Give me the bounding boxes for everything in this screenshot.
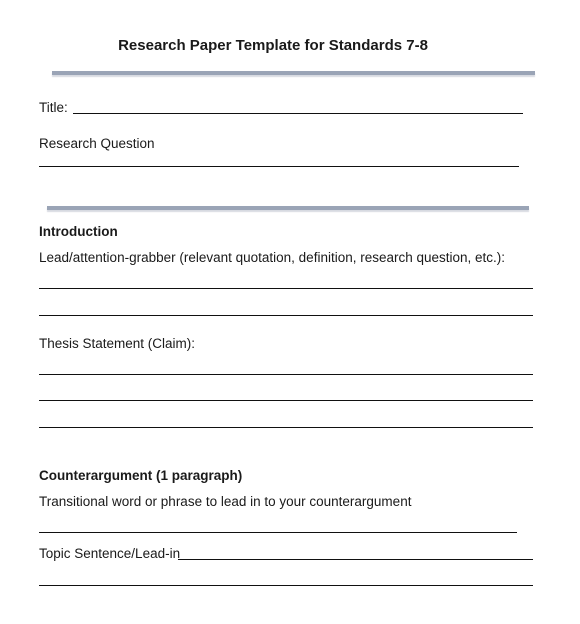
counterargument-heading: Counterargument (1 paragraph) [39, 468, 243, 483]
page-title: Research Paper Template for Standards 7-8 [118, 37, 428, 54]
research-question-line[interactable] [39, 166, 519, 167]
section-divider [47, 206, 529, 210]
research-question-label: Research Question [39, 136, 155, 151]
lead-label: Lead/attention-grabber (relevant quotation, definition, research question, etc.): [39, 250, 506, 265]
topic-sentence-input-line[interactable] [178, 559, 533, 560]
topic-sentence-label: Topic Sentence/Lead-in [39, 546, 181, 561]
introduction-heading: Introduction [39, 224, 118, 239]
title-input-line[interactable] [73, 113, 523, 114]
title-label: Title: [39, 100, 68, 115]
thesis-line-2[interactable] [39, 400, 533, 401]
transition-label: Transitional word or phrase to lead in to your counterargument [39, 494, 412, 509]
thesis-label: Thesis Statement (Claim): [39, 336, 196, 351]
thesis-line-3[interactable] [39, 427, 533, 428]
lead-line-1[interactable] [39, 288, 533, 289]
thesis-line-1[interactable] [39, 374, 533, 375]
topic-sentence-line-2[interactable] [39, 585, 533, 586]
top-divider [52, 71, 535, 75]
transition-line[interactable] [39, 532, 517, 533]
lead-line-2[interactable] [39, 315, 533, 316]
